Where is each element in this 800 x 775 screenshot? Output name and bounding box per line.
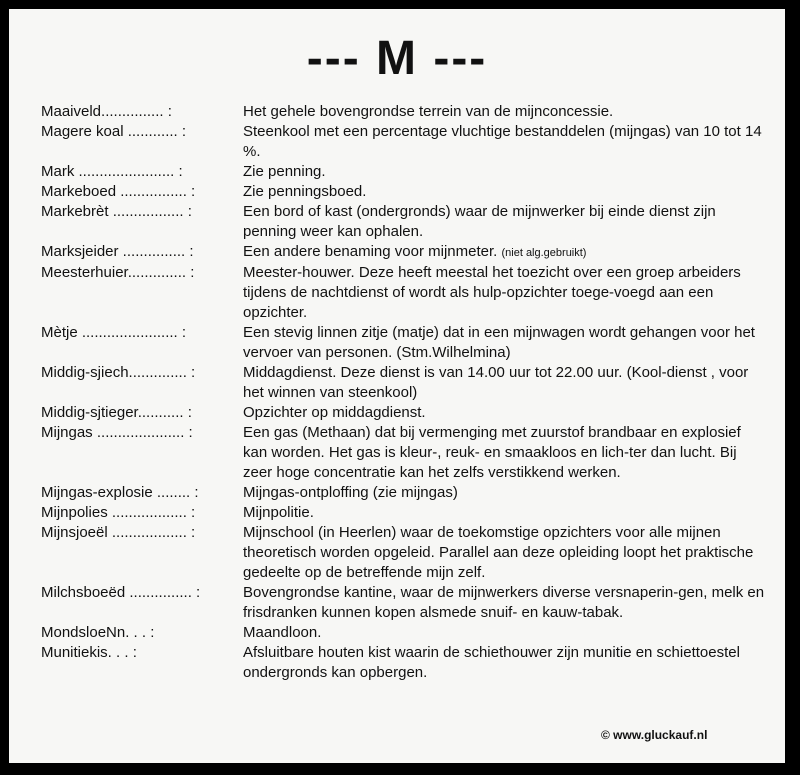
entry-term: MondsloeNn. . . : [41, 624, 155, 641]
entry-definition: Mijngas-ontploffing (zie mijngas) [243, 484, 458, 501]
entry-term: Mijnsjoeël .................. : [41, 524, 196, 541]
glossary-entry [9, 242, 785, 263]
document-page [9, 9, 785, 763]
entry-definition: Bovengrondse kantine, waar de mijnwerkers diverse versnaperin-gen, melk en frisdranken kunnen kopen alsmede snuif- en kauw-tabak. [243, 584, 765, 621]
glossary-entry [9, 162, 785, 182]
entry-term: Mijnpolies .................. : [41, 504, 196, 521]
entry-term: Markebrèt ................. : [41, 203, 192, 220]
entry-definition: Zie penningsboed. [243, 183, 367, 200]
copyright-notice: © www.gluckauf.nl [601, 728, 708, 742]
entry-term: Magere koal ............ : [41, 123, 187, 140]
glossary-entry [9, 623, 785, 643]
glossary-entry [9, 102, 785, 122]
entry-term: Maaiveld............... : [41, 103, 172, 120]
entry-definition: Middagdienst. Deze dienst is van 14.00 uur tot 22.00 uur. (Kool-dienst , voor het winnen van steenkool) [243, 364, 749, 401]
entry-note: (niet alg.gebruikt) [501, 247, 587, 259]
glossary-entry [9, 202, 785, 242]
page-title: --- M --- [306, 32, 488, 85]
glossary-list [9, 102, 785, 683]
entry-term: Meesterhuier.............. : [41, 264, 195, 281]
entry-term: Middig-sjtieger........... : [41, 404, 192, 421]
entry-term: Munitiekis. . . : [41, 644, 137, 661]
entry-term: Markeboed ................ : [41, 183, 196, 200]
entry-definition: Mijnschool (in Heerlen) waar de toekomstige opzichters voor alle mijnen theoretisch worden opgeleid. Parallel aan deze opleiding loopt het praktische gedeelte op de betreffende mijn zelf. [243, 524, 754, 581]
entry-term: Mijngas-explosie ........ : [41, 484, 199, 501]
entry-term: Middig-sjiech.............. : [41, 364, 196, 381]
entry-definition-text: Een andere benaming voor mijnmeter. [243, 243, 498, 260]
glossary-entry [9, 583, 785, 623]
entry-definition: Mijnpolitie. [243, 504, 314, 521]
glossary-entry [9, 503, 785, 523]
glossary-entry [9, 423, 785, 483]
entry-term: Mijngas ..................... : [41, 424, 193, 441]
glossary-entry [9, 643, 785, 683]
entry-definition: Het gehele bovengrondse terrein van de mijnconcessie. [243, 103, 614, 120]
entry-term: Mark ....................... : [41, 163, 183, 180]
entry-definition: Maandloon. [243, 624, 322, 641]
entry-definition: Een gas (Methaan) dat bij vermenging met zuurstof brandbaar en explosief kan worden. Het gas is kleur-, reuk- en smaakloos en lich-ter dan lucht. Bij zeer hoge concentratie kan het zelfs verstikkend werken. [243, 424, 741, 481]
entry-definition: Een stevig linnen zitje (matje) dat in een mijnwagen wordt gehangen voor het vervoer van personen. (Stm.Wilhelmina) [243, 324, 755, 361]
entry-definition: Een bord of kast (ondergronds) waar de mijnwerker bij einde dienst zijn penning weer kan ophalen. [243, 203, 716, 240]
entry-term: Marksjeider ............... : [41, 243, 194, 260]
glossary-entry [9, 122, 785, 162]
entry-definition [243, 242, 768, 263]
glossary-entry [9, 323, 785, 363]
glossary-entry [9, 483, 785, 503]
glossary-entry [9, 263, 785, 323]
glossary-entry [9, 403, 785, 423]
entry-definition: Steenkool met een percentage vluchtige bestanddelen (mijngas) van 10 tot 14 %. [243, 123, 762, 160]
glossary-entry [9, 182, 785, 202]
entry-definition: Afsluitbare houten kist waarin de schiethouwer zijn munitie en schiettoestel ondergronds kan opbergen. [243, 644, 740, 681]
entry-term: Mètje ....................... : [41, 324, 187, 341]
glossary-entry [9, 363, 785, 403]
glossary-entry [9, 523, 785, 583]
entry-term: Milchsboeëd ............... : [41, 584, 201, 601]
entry-definition: Zie penning. [243, 163, 326, 180]
entry-definition: Opzichter op middagdienst. [243, 404, 426, 421]
entry-definition: Meester-houwer. Deze heeft meestal het toezicht over een groep arbeiders tijdens de nachtdienst of wordt als hulp-opzichter toege-voegd aan een opzichter. [243, 264, 741, 321]
